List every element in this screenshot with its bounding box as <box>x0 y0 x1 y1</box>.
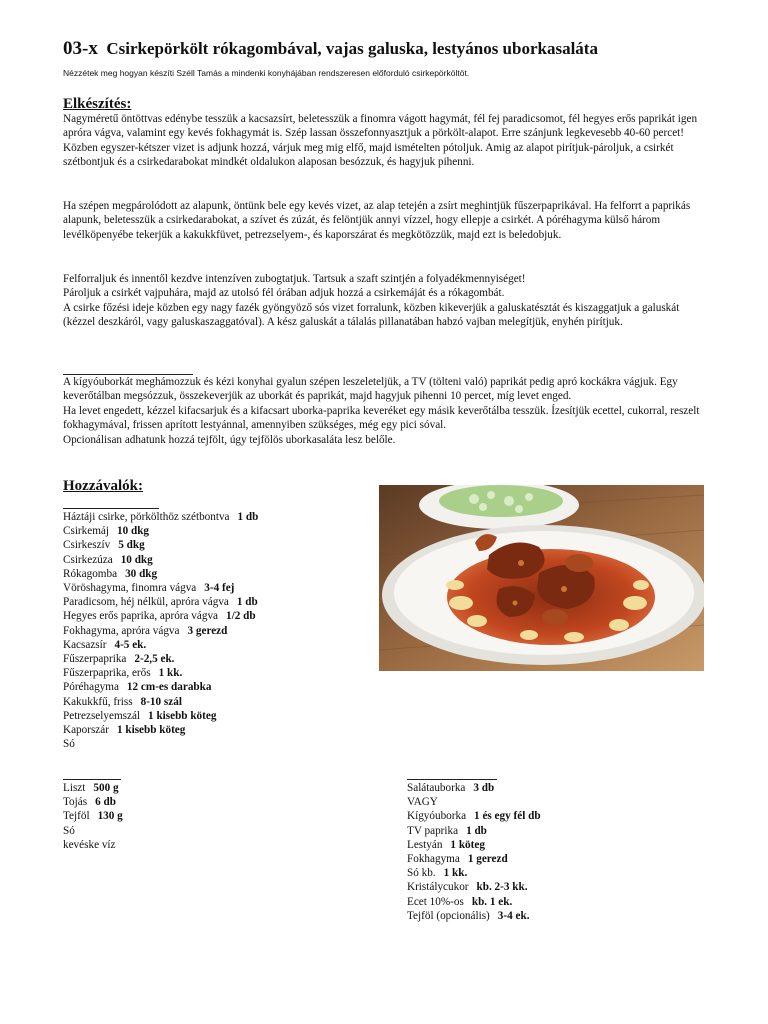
ingredient-name: Hegyes erős paprika, apróra vágva <box>63 610 219 623</box>
ingredient-name: Petrezselyemszál <box>63 709 141 722</box>
ingredient-row <box>63 538 258 552</box>
ingredient-row <box>63 638 258 652</box>
ingredient-row <box>407 895 541 909</box>
ingredient-qty: kb. 2-3 kk. <box>476 881 528 894</box>
paragraph-text: A kígyóuborkát meghámozzuk és kézi konyhai gyalun szépen leszeleteljük, a TV (tölteni való) paprikát pedig apró kockákra vágjuk. Egy keverőtálban megsózzuk, összekeverjük az uborkát és paprikát, majd hagyjuk pihenni 10 percet, míg levet enged. Ha levet engedett, kézzel kifacsarjuk és a kifacsart uborka-paprika keveréket egy másik keverőtálba tesszük. Ízesítjük ecettel, cukorral, reszelt fokhagymával, frissen aprított lestyánnal, amennyiben szükséges, még egy pici sóval. Opcionálisan adhatunk hozzá tejfölt, úgy tejfölös uborkasaláta lesz belőle. <box>63 376 700 446</box>
ingredient-name: Salátauborka <box>407 782 466 794</box>
ingredient-qty: 1 gerezd <box>467 853 508 866</box>
ingredient-row <box>407 795 541 809</box>
ingredient-name: Csirkemáj <box>63 525 109 538</box>
ingredient-qty: 1 kisebb köteg <box>148 709 217 722</box>
ingredient-row <box>63 795 124 809</box>
ingredient-name: kevéske víz <box>63 838 116 851</box>
ingredient-name: Vöröshagyma, finomra vágva <box>63 582 197 595</box>
ingredient-row <box>63 781 124 795</box>
paragraph-text: Ha szépen megpárolódott az alapunk, öntünk bele egy kevés vizet, az alap tetején a zsírt meghintjük fűszerpaprikával. Ha felforrt a paprikás alapunk, beletesszük a csirkedarabokat, a szívet és zúzát, és felöntjük annyi vízzel, hogy ellepje a csirkét. A póréhagyma külső három levélköpenyébe tekerjük a kakukkfüvet, petrezselyem-, és kaporszárat és megkötözzük, majd ezt is beledobjuk. <box>63 200 691 241</box>
ingredient-qty: 1 kk. <box>443 867 468 880</box>
preparation-paragraph-1 <box>63 112 708 170</box>
ingredient-name: Csirkeszív <box>63 539 111 552</box>
ingredient-row <box>63 609 258 623</box>
main-ingredient-list <box>63 510 258 751</box>
ingredient-qty: 3-4 ek. <box>497 909 530 922</box>
ingredient-name: Só kb. <box>407 867 436 880</box>
ingredient-row <box>407 809 541 823</box>
paragraph-text: Felforraljuk és innentől kezdve intenzíven zubogtatjuk. Tartsuk a szaft szintjén a folyadékmennyiséget! Pároljuk a csirkét vajpuhára, majd az utolsó fél órában adjuk hozzá a csirkemáját és a rókagombát. A csirke főzési ideje közben egy nagy fazék gyöngyöző sós vizet forralunk, közben kikeverjük a galuskatésztát és kiszaggatjuk a galuskát (kézzel deszkáról, vagy galuskaszaggatóval). A kész galuskát a tálalás pillanatában habzó vajban melegítjük, enyhén pirítjuk. <box>63 273 680 329</box>
ingredient-row <box>63 624 258 638</box>
ingredient-qty: 30 dkg <box>125 567 158 580</box>
ingredient-name: Kacsazsír <box>63 638 107 651</box>
recipe-title <box>63 38 598 60</box>
ingredient-qty: 10 dkg <box>120 553 153 566</box>
ingredient-qty: 6 db <box>95 796 116 809</box>
ingredient-qty: 1 kisebb köteg <box>116 724 186 737</box>
preparation-heading: Elkészítés: <box>63 96 132 112</box>
ingredient-name: Kígyóuborka <box>407 810 467 823</box>
preparation-paragraph-4 <box>63 375 708 447</box>
ingredient-qty: 1 és egy fél db <box>474 810 541 823</box>
ingredient-row <box>407 866 541 880</box>
ingredient-qty: 8-10 szál <box>140 695 182 708</box>
dish-photo <box>379 485 704 671</box>
ingredient-name: Kaporszár <box>63 724 109 737</box>
ingredient-name: Csirkezúza <box>63 553 113 566</box>
section-divider <box>407 779 497 780</box>
ingredient-row <box>63 666 258 680</box>
ingredient-qty: 1 db <box>237 511 259 523</box>
ingredient-qty: 12 cm-es darabka <box>126 681 212 694</box>
ingredient-name: Póréhagyma <box>63 681 119 694</box>
ingredient-name: Liszt <box>63 782 86 794</box>
ingredient-name: Paradicsom, héj nélkül, apróra vágva <box>63 596 229 609</box>
ingredient-row <box>407 838 541 852</box>
ingredient-name: Rókagomba <box>63 567 118 580</box>
ingredient-row <box>407 909 541 923</box>
preparation-paragraph-2 <box>63 199 708 242</box>
ingredient-name: Tejföl (opcionális) <box>407 909 490 922</box>
ingredient-row <box>407 824 541 838</box>
ingredient-name: Fokhagyma, apróra vágva <box>63 624 180 637</box>
ingredient-name: Fűszerpaprika, erős <box>63 667 151 680</box>
ingredient-qty: 1 db <box>466 824 487 837</box>
recipe-number: 03-x <box>63 38 98 59</box>
paragraph-text: Nagyméretű öntöttvas edénybe tesszük a kacsazsírt, beletesszük a finomra vágott hagymát, fél fej paradicsomot, fél hegyes erős paprikát igen apróra vágva, valamint egy kevés fokhagymát is. Szép lassan összefonnyasztjuk a pörkölt-alapot. Erre szánjunk legkevesebb 40-60 percet! Közben egyszer-kétszer vizet is adjunk hozzá, várjuk meg mig elfő, majd ismételten pótoljuk. Amig az alapot pirítjuk-pároljuk, a csirkét szétbontjuk és a csirkedarabokat mindkét oldalukon alaposan besózzuk, és hagyjuk pihenni. <box>63 113 698 169</box>
ingredient-row <box>63 524 258 538</box>
chicken-stew-plate-image <box>379 485 704 671</box>
ingredient-row <box>63 838 124 852</box>
ingredient-qty: 2-2,5 ek. <box>134 653 175 666</box>
ingredient-qty: 10 dkg <box>117 525 150 538</box>
ingredient-row <box>407 880 541 894</box>
ingredient-qty: 130 g <box>97 810 123 823</box>
ingredient-qty: kb. 1 ek. <box>471 895 513 908</box>
salad-ingredient-list <box>407 781 541 923</box>
ingredient-row <box>63 567 258 581</box>
ingredient-row <box>63 723 258 737</box>
ingredient-qty: 5 dkg <box>118 539 145 552</box>
ingredient-name: Kakukkfű, friss <box>63 695 133 708</box>
ingredient-qty: 4-5 ek. <box>114 638 147 651</box>
recipe-title-text: Csirkepörkölt rókagombával, vajas galuska, lestyános uborkasaláta <box>106 39 598 58</box>
ingredient-name: Kristálycukor <box>407 881 469 894</box>
ingredient-qty: 3 db <box>473 782 495 794</box>
ingredient-qty: 3 gerezd <box>187 624 228 637</box>
dumpling-ingredient-list <box>63 781 124 852</box>
ingredient-name: Só <box>63 738 75 751</box>
ingredient-qty: 3-4 fej <box>204 582 235 595</box>
ingredient-row <box>63 581 258 595</box>
ingredient-row <box>63 737 258 751</box>
ingredient-name: Ecet 10%-os <box>407 895 464 908</box>
ingredient-row <box>63 680 258 694</box>
ingredient-row <box>63 709 258 723</box>
ingredient-row <box>63 595 258 609</box>
ingredient-name: Háztáji csirke, pörkölthöz szétbontva <box>63 511 230 523</box>
ingredient-row <box>407 852 541 866</box>
ingredient-name: Só <box>63 824 75 837</box>
ingredient-qty: 1 db <box>236 596 258 609</box>
ingredient-name: VAGY <box>407 796 438 809</box>
ingredient-row <box>407 781 541 795</box>
ingredient-name: Tejföl <box>63 810 90 823</box>
ingredient-row <box>63 809 124 823</box>
ingredient-qty: 1/2 db <box>226 610 256 623</box>
ingredient-row <box>63 824 124 838</box>
section-divider <box>63 779 121 780</box>
section-divider <box>63 508 159 509</box>
ingredient-qty: 500 g <box>93 782 119 794</box>
ingredient-row <box>63 510 258 524</box>
ingredient-name: Lestyán <box>407 838 443 851</box>
ingredient-qty: 1 köteg <box>450 838 485 851</box>
ingredient-qty: 1 kk. <box>158 667 183 680</box>
ingredient-name: Fokhagyma <box>407 853 460 866</box>
ingredient-name: TV paprika <box>407 824 459 837</box>
preparation-paragraph-3 <box>63 272 708 330</box>
recipe-subtitle: Nézzétek meg hogyan készíti Széll Tamás a mindenki konyhájában rendszeresen előforduló csirkepörköltöt. <box>63 68 470 78</box>
ingredients-heading: Hozzávalók: <box>63 478 143 494</box>
ingredient-name: Fűszerpaprika <box>63 653 127 666</box>
ingredient-row <box>63 553 258 567</box>
ingredient-row <box>63 652 258 666</box>
ingredient-row <box>63 695 258 709</box>
ingredient-name: Tojás <box>63 796 88 809</box>
